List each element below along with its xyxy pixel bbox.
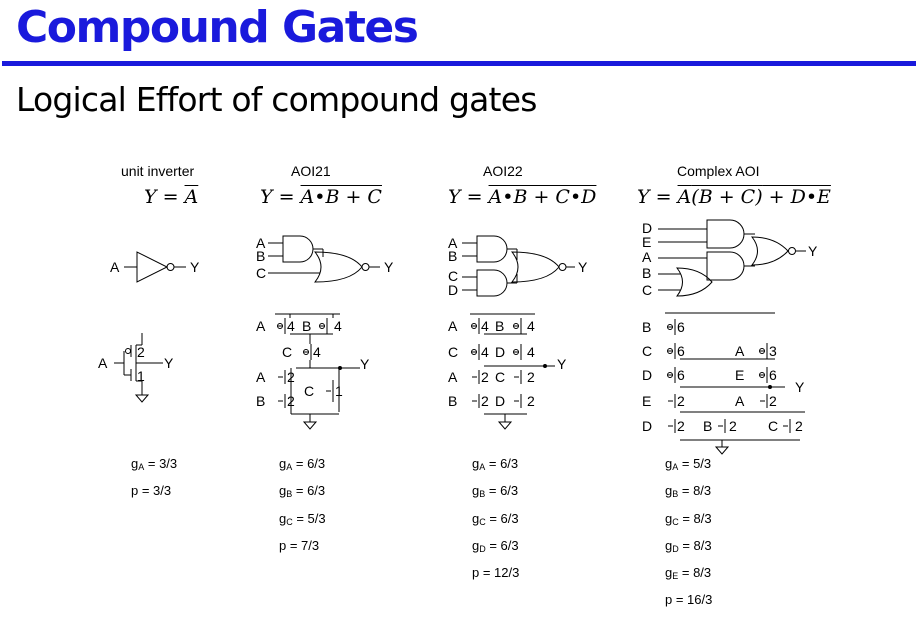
caoi-tr: 6 [677, 343, 685, 359]
effort-line: $g_A = 6/3$ [279, 456, 326, 472]
aoi22-tr: D [495, 344, 506, 360]
aoi22-tr: 4 [481, 318, 489, 334]
aoi22-input-d: D [448, 282, 459, 298]
inv-tr-n: 1 [137, 368, 145, 384]
caoi-tr: 2 [677, 418, 685, 434]
complex-input-b: B [642, 265, 652, 281]
aoi21-tr: 1 [335, 383, 343, 399]
aoi22-input-a: A [448, 235, 458, 251]
effort-line: $g_B = 6/3$ [279, 483, 326, 500]
inverter-gate-symbol [124, 252, 186, 282]
aoi21-tr: 4 [334, 318, 342, 334]
aoi21-tr: A [256, 318, 266, 334]
aoi21-tr: B [256, 393, 266, 409]
effort-line: $g_E = 8/3$ [665, 565, 712, 582]
effort-line: $g_D = 8/3$ [665, 537, 712, 554]
aoi22-tr: C [495, 369, 506, 385]
caoi-tr: E [642, 393, 652, 409]
caoi-tr: C [768, 418, 779, 434]
aoi21-gate-symbol [268, 236, 380, 282]
parasitic-line: p = 16/3 [665, 592, 713, 608]
aoi22-tr: 2 [527, 393, 535, 409]
caoi-tr: 2 [729, 418, 737, 434]
aoi21-tr: A [256, 369, 266, 385]
aoi21-tr: 2 [287, 369, 295, 385]
aoi22-tr: A [448, 318, 458, 334]
caoi-tr: 2 [769, 393, 777, 409]
inv-tr-in: A [98, 355, 108, 371]
aoi21-tr: C [282, 344, 293, 360]
aoi21-tr: C [304, 383, 315, 399]
values-inverter [131, 452, 177, 504]
inverter-output-label: Y [190, 259, 200, 275]
complex-aoi-gate-symbol [658, 220, 806, 296]
aoi21-tr: 4 [313, 344, 321, 360]
caoi-tr: C [642, 343, 653, 359]
caoi-tr: D [642, 418, 653, 434]
aoi21-input-a: A [256, 235, 266, 251]
aoi21-input-b: B [256, 248, 266, 264]
complex-input-e: E [642, 234, 652, 250]
aoi22-tr: D [495, 393, 506, 409]
complex-input-a: A [642, 249, 652, 265]
aoi22-output: Y [578, 259, 588, 275]
aoi21-tr-out: Y [360, 356, 370, 372]
values-aoi22 [472, 452, 519, 585]
aoi22-gate-symbol [462, 236, 575, 296]
aoi21-tr: 2 [287, 393, 295, 409]
inv-tr-out: Y [164, 355, 174, 371]
caoi-tr-out: Y [795, 379, 805, 395]
aoi22-tr: 4 [481, 344, 489, 360]
effort-line: $g_B = 8/3$ [665, 483, 712, 500]
aoi22-tr: A [448, 369, 458, 385]
equation-aoi21: Y = A•B + C [260, 186, 382, 208]
aoi22-tr: C [448, 344, 459, 360]
equation-complex-aoi: Y = A(B + C) + D•E [637, 186, 831, 208]
effort-line: $g_A = 5/3$ [665, 456, 712, 472]
caoi-tr: D [642, 367, 653, 383]
col-title-aoi21: AOI21 [291, 163, 331, 179]
caoi-tr: A [735, 343, 745, 359]
caoi-tr: 3 [769, 343, 777, 359]
complex-output: Y [808, 243, 818, 259]
aoi22-tr: B [448, 393, 458, 409]
effort-line: $g_D = 6/3$ [472, 537, 519, 554]
aoi21-tr: B [302, 318, 312, 334]
slide-title: Compound Gates [16, 2, 418, 53]
col-title-aoi22: AOI22 [483, 163, 523, 179]
aoi21-tr: 4 [287, 318, 295, 334]
caoi-tr: B [642, 319, 652, 335]
aoi22-tr: B [495, 318, 505, 334]
aoi21-output: Y [384, 259, 394, 275]
caoi-tr: 6 [769, 367, 777, 383]
aoi22-tr: 4 [527, 318, 535, 334]
aoi22-input-b: B [448, 248, 458, 264]
parasitic-line: p = 3/3 [131, 483, 172, 499]
effort-line: $g_C = 8/3$ [665, 510, 712, 527]
effort-line: $g_A = 6/3$ [472, 456, 519, 472]
values-complex-aoi [665, 452, 712, 613]
values-aoi21 [279, 452, 326, 558]
effort-line: $g_A = 3/3$ [131, 456, 178, 472]
caoi-tr: A [735, 393, 745, 409]
aoi22-tr: 2 [481, 393, 489, 409]
col-title-complex-aoi: Complex AOI [677, 163, 760, 179]
effort-line: $g_B = 6/3$ [472, 483, 519, 500]
caoi-tr: 2 [677, 393, 685, 409]
aoi22-tr: 4 [527, 344, 535, 360]
caoi-tr: 2 [795, 418, 803, 434]
complex-input-c: C [642, 282, 653, 298]
caoi-tr: E [735, 367, 745, 383]
aoi22-input-c: C [448, 268, 459, 284]
effort-line: $g_C = 6/3$ [472, 510, 519, 527]
aoi22-tr-out: Y [557, 356, 567, 372]
equation-aoi22: Y = A•B + C•D [448, 186, 597, 208]
caoi-tr: 6 [677, 367, 685, 383]
effort-line: $g_C = 5/3$ [279, 510, 326, 527]
equation-inverter: $Y = \overline{A}$ [144, 186, 199, 208]
parasitic-line: p = 7/3 [279, 537, 320, 553]
inv-tr-p: 2 [137, 344, 145, 360]
aoi21-input-c: C [256, 265, 267, 281]
aoi22-tr: 2 [481, 369, 489, 385]
inverter-input-label: A [110, 259, 120, 275]
parasitic-line: p = 12/3 [472, 565, 520, 581]
slide-subtitle: Logical Effort of compound gates [16, 80, 537, 119]
caoi-tr: 6 [677, 319, 685, 335]
complex-input-d: D [642, 220, 653, 236]
aoi22-tr: 2 [527, 369, 535, 385]
caoi-tr: B [703, 418, 713, 434]
col-title-inverter: unit inverter [121, 163, 195, 179]
